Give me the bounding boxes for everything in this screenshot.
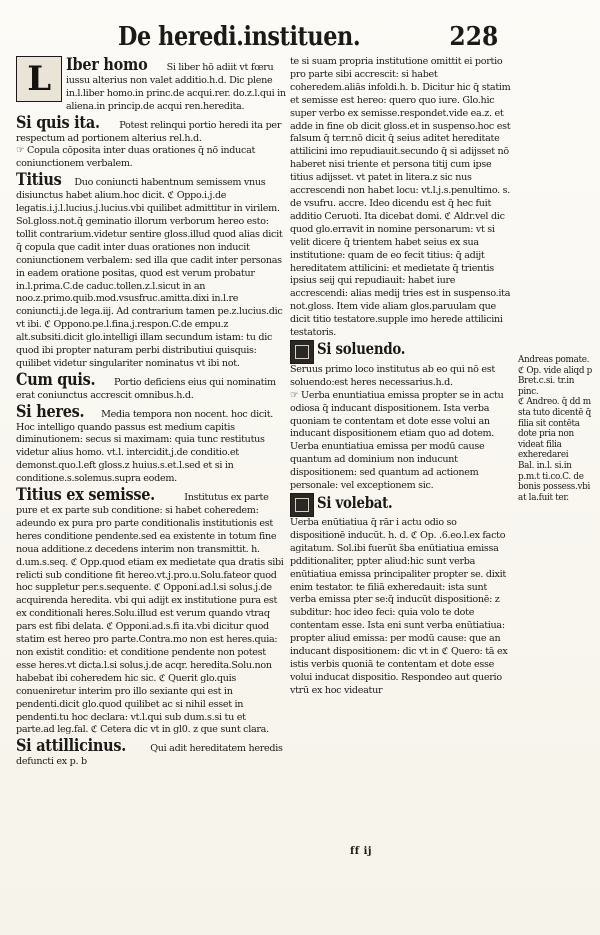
folio-number: 228: [449, 22, 498, 52]
initial-letter: L: [27, 58, 51, 99]
paragraph: [16, 56, 286, 114]
paragraph: [16, 145, 286, 171]
ornament-box: [290, 340, 314, 364]
section-heading: Si volebat.: [317, 492, 393, 512]
margin-note: Bal. in.l. si.in p.m.t ti.co.C. de bonis possess.vbi at la.fuit ter.: [518, 460, 591, 503]
lemma-heading: Titius ex semisse.: [16, 485, 155, 506]
gloss-text: Duo coniuncti habentnum semissem vnus disiunctus habet alium.hoc dicit. ℭ Oppo.i.j.de legatis.i.j.l.lucius.j.lucius.vbi quilibet admittitur in virilem. Sol.gloss.not.q̄ geminatio illorum verborum hereo esto: tollit contrarium.videtur sentire gloss.illud quod alias dicit q̄ copula que cadit inter duas orationes non inducit coniunctionem verbalem: sed illa que cadit inter personas in eadem oratione positas, quod est verum probatur in.l.prima.C.de caduc.tollen.z.l.sicut in an noo.z.primo.quib.mod.vsusfruc.amitta.dixi in.l.re coniuncti.j.de lega.iij. Ad contrarium tamen pe.z.lucius.dic vt ibi. ℭ Oppono.pe.l.fina.j.respon.C.de empu.z alt.subsiti.dicit glo.intelligi illam secundum istam: tu dic quod ibi propter naturam perbi distributiui quisquis: quilibet videtur singulariter nominatus vt ibi not.: [16, 177, 283, 369]
paragraph: [16, 737, 286, 769]
signature-mark: ff ij: [350, 846, 373, 857]
gloss-text: Qui adit hereditatem heredis defuncti ex p. b: [16, 743, 283, 768]
decorated-initial: [16, 56, 62, 102]
gloss-text: Institutus ex parte pure et ex parte sub conditione: si habet coheredem: adeundo ex pura pro parte conditionalis institutionis est heres conditione pendente.sed ea existente in totum fine noua additione.z decedens interim non transmittit. h. d.um.s.seq. ℭ Opp.quod etiam ex medietate qua dratis sibi relicti sub conditione fit hereo.vt.j.pro.u.Solu.fateor quod hoc suppletur per.s.sequente. ℭ Opponi.ad.l.si solus.j.de acquirenda heredita. vbi qui adijt ex institutione pura est ex conditionali heres.Solu.illud est verum quando vtraq pars est fibi delata. ℭ Opponi.ad.s.fi ita.vbi dicitur quod statim est hereo pro parte.Contra.mo non est heres.quia: non existit conditio: et conditione pendente non potest esse heres.vt dicta.l.si solus.j.de acqr. heredita.Solu.non habebat ibi coheredem hic sic. ℭ Querit glo.quis conueniretur interim pro illo sexiante qui est in pendenti.dicit glo.quod quilibet ac si nihil esset in pendenti.tu hoc declara: vt.l.qui sub dum.s.si tu et parte.ad leg.fal. ℭ Cetera dic vt in gl0. z que sunt clara.: [16, 492, 284, 736]
paragraph: [16, 114, 286, 146]
gloss-text: Media tempora non nocent. hoc dicit. Hoc intelligo quando passus est medium capitis diminutionem: secus si maximam: quia tunc restitutus videtur alius homo. vt.l. intercidit.j.de conditio.et demonst.quo.l.eft gloss.z huius.s.et.l.sed et si in conditione.s.solemus.supra eodem.: [16, 408, 273, 485]
paragraph: [290, 493, 514, 698]
page-header: [0, 8, 600, 58]
gloss-text: Si liber hō adiit vt fœru iussu alterius non valet additio.h.d. Dic plene in.l.liber homo.in princ.de acqui.rer. do.z.l.qui in aliena.in princip.de acqui ren.heredita.: [66, 62, 286, 112]
gloss-text: Seruus primo loco institutus ab eo qui nō est soluendo:est heres necessarius.h.d.: [290, 363, 495, 388]
paragraph: [16, 371, 286, 403]
gloss-text: te si suam propria institutione omittit ei portio pro parte sibi accrescit: si habet coheredem.aliās infoldi.h. b. Dicitur hic q̄ statim et semisse est hereo: quero quo iure. Glo.hic super verbo ex semisse.respondet.vide ea.z. et adde in fine ob dicit gloss.et in suspenso.hoc est falsum q̄ terr.nō dicit q̄ seius aditet hereditate attilicini imo repudiauit.secundo q̄ si adijsset nō haberet nisi triente et persona titij cum ipse titius adijsset. vt patet in litera.z sic nus accrescendi non habet locu: vt.l.j.s.penultimo. s. de vsufru. accre. Ideo dicendu est q̄ hec fuit additio Ceruoti. Ita dicebat domi. ℭ Aldr.vel dic quod glo.erravit in nomine personarum: vt si velit dicere q̄ trientem habet seius ex sua institutione: quam de eo fecit titius: q̄ adijt hereditatem attilicini: et medietate q̄ trientis ipsius seij qui repudiauit: habet iure accrescendi: alias medij tries est in suspenso.ita not.gloss. Item vide aliam glos.paruulam que dicit titio testatore.supple imo herede attilicini testatoris.: [290, 56, 511, 339]
margin-note: Andreas pomate.: [518, 355, 590, 365]
left-column: [16, 56, 286, 840]
paragraph: [290, 340, 514, 390]
paragraph: [290, 390, 514, 493]
section-heading-line: [290, 340, 514, 364]
running-title: De heredi.instituen.: [118, 22, 361, 52]
paragraph: [16, 403, 286, 486]
lemma-heading: Titius: [16, 170, 62, 191]
section-heading: Si soluendo.: [317, 339, 406, 359]
right-column: [290, 56, 514, 876]
lemma-heading: Iber homo: [66, 56, 148, 75]
lemma-heading: Si attillicinus.: [16, 736, 127, 757]
lemma-heading: Cum quis.: [16, 369, 96, 390]
gloss-text: ☞ Copula cōposita inter duas orationes q̄ nō inducat coniunctionem verbalem.: [16, 145, 256, 170]
gloss-text: Portio deficiens eius qui nominatim erat coniunctus accrescit omnibus.h.d.: [16, 376, 276, 401]
gloss-text: ☞ Uerba enuntiatiua emissa propter se in actu odiosa q̄ inducant dispositionem. Ista verba quoniam te contentam et dote esse volui an inducant dispositionem etiam quo ad dotem. Uerba enuntiatiua emissa per modū cause quantum ad dominium non inducunt dispositionem: sed quantum ad actionem personale: vel exceptionem sic.: [290, 389, 504, 492]
ornament-box: [290, 493, 314, 517]
margin-note: ℭ Op. vide aliqd p Bret.c.si. tr.in pinc.: [518, 365, 592, 397]
lemma-heading: Si quis ita.: [16, 112, 100, 133]
gloss-text: Potest relinqui portio heredi ita per respectum ad portionem alterius rel.h.d.: [16, 119, 282, 144]
gloss-text: Uerba enūtiatiua q̄ rār i actu odio so dispositionē inducūt. h. d. ℭ Op. .6.eo.l.ex facto agitatum. Sol.ibi fuerūt s̄ba enūtiatiua emissa pdditionaliter, ppter aliud:hic sunt verba enūtiatiua emissa principaliter propter se. dixit enim testator. te filiā exheredauit: ista sunt verba emissa pter se:q̄ inducūt dispositionē: z subditur: hoc ideo feci: quia volo te dote contentam esse. Ista eni sunt verba enūtiatiua: propter aliud emissa: per modū cause: que an inducant dispositionem: dic vt in ℭ Quero: tā ex istis verbis quoniā te contentam et dote esse volui inducat dispositio. Respondeo aut querio vtrū ex hoc videatur: [290, 517, 508, 696]
section-heading-line: [290, 493, 514, 517]
paragraph: [16, 486, 286, 737]
margin-notes: [518, 355, 594, 675]
lemma-heading: Si heres.: [16, 401, 85, 422]
paragraph: [290, 56, 514, 340]
paragraph: [16, 171, 286, 371]
margin-note: ℭ Andreo. q̄ dd m sta tuto dicentē q̄ filia sit contēta dote pria non videat filia exheredarei: [518, 397, 591, 461]
